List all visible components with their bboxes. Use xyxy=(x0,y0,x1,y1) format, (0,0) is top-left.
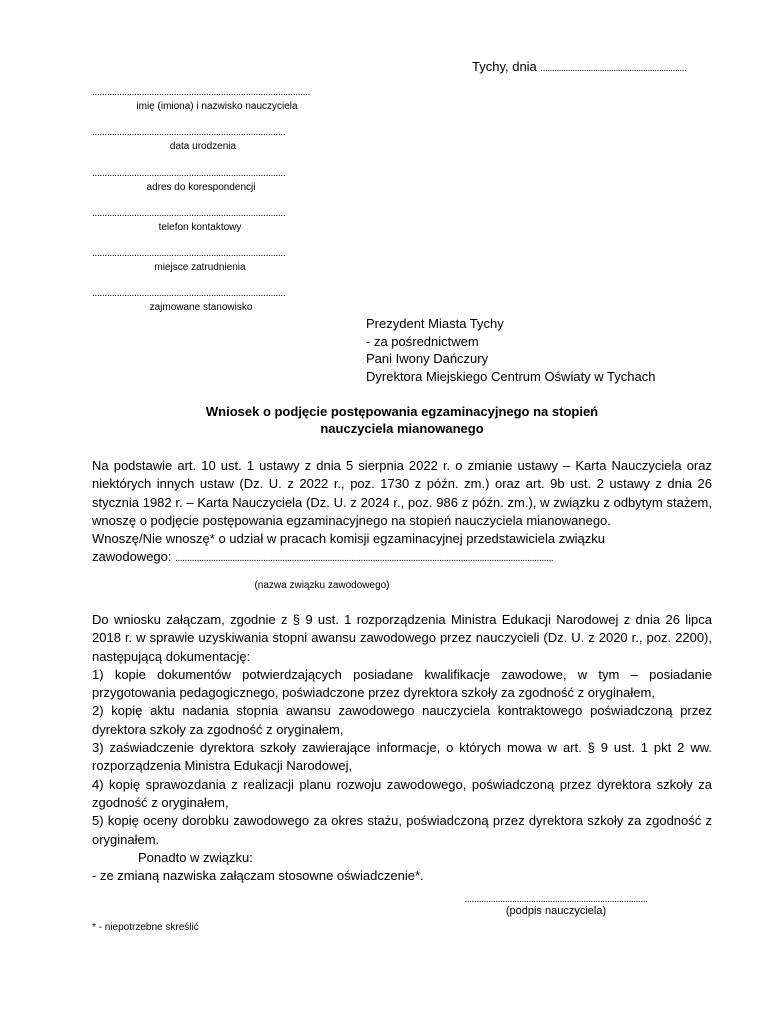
signature-caption: (podpis nauczyciela) xyxy=(505,905,607,917)
field-caption: zajmowane stanowisko xyxy=(149,302,253,313)
field-blank-line: .............................................................................. xyxy=(92,208,286,219)
attachment-item: 3) zaświadczenie dyrektora szkoły zawierające informacje, o których mowa w art. § 9 ust. 1 pkt 2 ww. rozporządzenia Ministra Edukacji Narodowej, xyxy=(92,740,712,774)
signature-block xyxy=(456,894,656,917)
field-caption: miejsce zatrudnienia xyxy=(154,262,246,273)
field-birth-date xyxy=(92,127,314,153)
attachments-paragraph xyxy=(92,611,712,885)
field-blank-line: .............................................................................. xyxy=(92,248,286,259)
field-blank-line: .............................................................................. xyxy=(92,288,286,299)
field-phone xyxy=(92,208,308,234)
union-name-line xyxy=(92,548,712,568)
field-caption: telefon kontaktowy xyxy=(158,222,242,233)
attachment-item: 1) kopie dokumentów potwierdzających posiadane kwalifikacje zawodowe, w tym – posiadanie przygotowania pedagogicznego, poświadczone przez dyrektora szkoły za zgodność z oryginałem, xyxy=(92,666,712,701)
union-name-label: zawodowego: xyxy=(92,549,172,565)
title-line-2: nauczyciela mianowanego xyxy=(320,421,484,436)
addressee-line: Prezydent Miasta Tychy xyxy=(366,316,504,331)
addressee-block xyxy=(366,315,655,385)
attachment-item: 2) kopię aktu nadania stopnia awansu zawodowego nauczyciela kontraktowego poświadczoną przez dyrektora szkoły za zgodność z oryginałem, xyxy=(92,703,712,737)
field-address xyxy=(92,168,310,194)
union-participation-text: Wnoszę/Nie wnoszę* o udział w pracach komisji egzaminacyjnej przedstawiciela związku xyxy=(92,531,605,547)
title-line-1: Wniosek o podjęcie postępowania egzaminacyjnego na stopień xyxy=(205,404,599,419)
addressee-line: - za pośrednictwem xyxy=(366,333,479,349)
field-caption: imię (imiona) i nazwisko nauczyciela xyxy=(136,101,298,112)
place-date-label: Tychy, dnia xyxy=(472,59,537,74)
union-name-blank: ............................................................................................................................................................... xyxy=(175,553,554,565)
name-change-text: - ze zmianą nazwiska załączam stosowne oświadczenie*. xyxy=(92,868,424,884)
union-name-caption: (nazwa związku zawodowego) xyxy=(254,580,390,591)
field-position xyxy=(92,288,310,314)
field-teacher-name xyxy=(92,87,342,113)
footnote: * - niepotrzebne skreślić xyxy=(92,922,199,933)
signature-blank-line: ............................................................................. xyxy=(464,894,648,905)
attachment-item: 5) kopię oceny dorobku zawodowego za okres stażu, poświadczoną przez dyrektora szkoły za zgodność z oryginałem. xyxy=(92,813,712,847)
request-paragraph xyxy=(92,457,712,569)
attachments-intro: Do wniosku załączam, zgodnie z § 9 ust. 1 rozporządzenia Ministra Edukacji Narodowej z dnia 26 lipca 2018 r. w sprawie uzyskiwania stopni awansu zawodowego przez nauczycieli (Dz. U. z 2020 r., poz. 2200), następującą dokumentację: xyxy=(92,612,712,664)
date-blank-line: ................................................................ xyxy=(540,63,687,74)
addressee-line: Dyrektora Miejskiego Centrum Oświaty w Tychach xyxy=(366,368,656,384)
legal-basis-text: Na podstawie art. 10 ust. 1 ustawy z dnia 5 sierpnia 2022 r. o zmianie ustawy – Karta Nauczyciela oraz niektórych innych ustaw (Dz. U. z 2022 r., poz. 1730 z późn. zm.) oraz art. 9b ust. 2 ustawy z dnia 26 stycznia 1982 r. – Karta Nauczyciela (Dz. U. z 2024 r., poz. 986 z późn. zm.), w związku z odbytym stażem, wnoszę o podjęcie postępowania egzaminacyjnego na stopień nauczyciela mianowanego. xyxy=(92,458,712,528)
attachment-item: 4) kopię sprawozdania z realizacji planu rozwoju zawodowego, poświadczoną przez dyrektora szkoły za zgodność z oryginałem, xyxy=(92,776,712,810)
field-blank-line: .............................................................................. xyxy=(92,127,286,138)
also-text: Ponadto w związku: xyxy=(138,849,253,865)
document-title xyxy=(92,403,712,437)
field-caption: adres do korespondencji xyxy=(146,182,256,193)
field-caption: data urodzenia xyxy=(169,141,237,152)
field-workplace xyxy=(92,248,308,274)
addressee-line: Pani Iwony Dańczury xyxy=(366,351,489,366)
field-blank-line: ........................................................................................ xyxy=(92,87,311,98)
field-blank-line: .............................................................................. xyxy=(92,168,286,179)
place-and-date xyxy=(472,59,686,74)
